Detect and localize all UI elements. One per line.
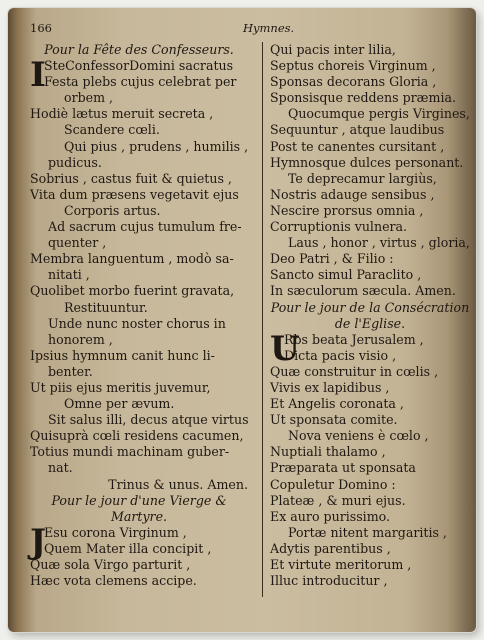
- running-title: Hymnes.: [243, 21, 295, 35]
- verse-line: Copuletur Domino :: [270, 476, 396, 492]
- drop-cap: J: [30, 521, 47, 562]
- verse-line: benter.: [48, 363, 93, 379]
- verse-line: Vivis ex lapidibus ,: [270, 379, 390, 395]
- verse-line: nitati ,: [48, 267, 90, 283]
- verse-line: Et Angelis coronata ,: [270, 396, 404, 412]
- verse-line: orbem ,: [64, 90, 114, 106]
- verse-line: Restituuntur.: [64, 299, 148, 315]
- verse-line: Et virtute meritorum ,: [270, 557, 412, 572]
- drop-cap: I: [30, 55, 46, 96]
- verse-line: Præparata ut sponsata: [270, 460, 416, 476]
- verse-line: Sponsisque reddens præmia.: [270, 90, 456, 106]
- verse-line: Trinus & unus. Amen.: [108, 476, 248, 492]
- verse-line: Qui pacis inter lilia,: [270, 42, 396, 57]
- verse-line: Adytis parentibus ,: [270, 540, 391, 556]
- book-page-photo: [8, 8, 476, 632]
- verse-line: Totius mundi machinam guber-: [30, 444, 230, 460]
- left-column: [30, 42, 248, 589]
- verse-line: Quæ construitur in cœlis ,: [270, 363, 439, 379]
- verse-line: Post te canentes cursitant ,: [270, 138, 445, 154]
- hymn-title: Martyre.: [110, 508, 168, 524]
- verse-line: Dicta pacis visio ,: [284, 347, 397, 363]
- verse-line: nat.: [48, 460, 73, 476]
- verse-line: Plateæ , & muri ejus.: [270, 492, 406, 508]
- verse-line: Quisuprà cœli residens cacumen,: [30, 428, 244, 444]
- verse-line: Quocumque pergis Virgines,: [288, 106, 470, 122]
- verse-line: Sobrius , castus fuit & quietus ,: [30, 170, 232, 186]
- verse-line: Hæc vota clemens accipe.: [30, 573, 197, 589]
- verse-line: Sponsas decorans Gloria ,: [270, 74, 437, 90]
- hymn-stanza: [30, 55, 248, 96]
- verse-line: Scandere cœli.: [64, 122, 160, 138]
- verse-line: Septus choreis Virginum ,: [270, 58, 436, 74]
- hymn-title: Pour le jour d'une Vierge &: [51, 492, 227, 508]
- verse-line: pudicus.: [48, 154, 102, 170]
- verse-line: Omne per ævum.: [64, 396, 175, 412]
- book-page: [30, 20, 474, 620]
- drop-cap: U: [270, 328, 300, 369]
- verse-line: Ut sponsata comite.: [270, 412, 398, 428]
- verse-line: Nova veniens è cœlo ,: [288, 428, 429, 444]
- verse-line: Sit salus illi, decus atque virtus: [48, 412, 249, 428]
- hymn-stanza: [270, 328, 470, 369]
- verse-line: Rbs beata Jerusalem ,: [284, 331, 424, 347]
- right-column: [270, 42, 470, 589]
- verse-line: Te deprecamur largiùs,: [288, 170, 437, 186]
- hymn-title: de l'Eglise.: [334, 315, 406, 331]
- verse-line: Illuc introducitur ,: [270, 573, 388, 589]
- verse-line: Qui pius , prudens , humilis ,: [64, 138, 249, 154]
- verse-line: Festa plebs cujus celebrat per: [44, 74, 237, 90]
- hymn-title: Pour la Fête des Confesseurs.: [44, 42, 234, 57]
- verse-line: Corporis artus.: [64, 202, 161, 218]
- verse-line: In sæculorum sæcula. Amen.: [270, 283, 456, 299]
- hymn-stanza: [30, 521, 248, 562]
- verse-line: quenter ,: [48, 235, 107, 251]
- verse-line: Ex auro purissimo.: [270, 508, 391, 524]
- verse-line: Hymnosque dulces personant.: [270, 154, 464, 170]
- verse-line: Nuptiali thalamo ,: [270, 444, 386, 460]
- page-number: 166: [30, 21, 52, 35]
- verse-line: Esu corona Virginum ,: [44, 524, 187, 540]
- verse-line: Quæ sola Virgo parturit ,: [30, 557, 191, 572]
- verse-line: Vita dum præsens vegetavit ejus: [30, 186, 239, 202]
- verse-line: Quolibet morbo fuerint gravata,: [30, 283, 235, 299]
- verse-line: Nescire prorsus omnia ,: [270, 202, 424, 218]
- verse-line: SteConfessorDomini sacratus: [44, 58, 234, 74]
- verse-line: Membra languentum , modò sa-: [30, 251, 234, 267]
- verse-line: Ipsius hymnum canit hunc li-: [30, 347, 215, 363]
- verse-line: Portæ nitent margaritis ,: [288, 524, 447, 540]
- verse-line: honorem ,: [48, 331, 113, 347]
- verse-line: Ad sacrum cujus tumulum fre-: [48, 219, 242, 235]
- verse-line: Unde nunc noster chorus in: [48, 315, 226, 331]
- column-divider: [262, 42, 263, 597]
- verse-line: Nostris adauge sensibus ,: [270, 186, 435, 202]
- verse-line: Ut piis ejus meritis juvemur,: [30, 379, 211, 395]
- verse-line: Hodiè lætus meruit secreta ,: [30, 106, 214, 122]
- verse-line: Laus , honor , virtus , gloria,: [288, 235, 470, 251]
- verse-line: Sancto simul Paraclito ,: [270, 267, 422, 283]
- verse-line: Corruptionis vulnera.: [270, 219, 408, 235]
- verse-line: Quem Mater illa concipit ,: [44, 540, 212, 556]
- verse-line: Deo Patri , & Filio :: [270, 251, 394, 267]
- page-header: [30, 20, 474, 38]
- verse-line: Sequuntur , atque laudibus: [270, 122, 445, 138]
- hymn-title: Pour le jour de la Consécration: [270, 299, 470, 315]
